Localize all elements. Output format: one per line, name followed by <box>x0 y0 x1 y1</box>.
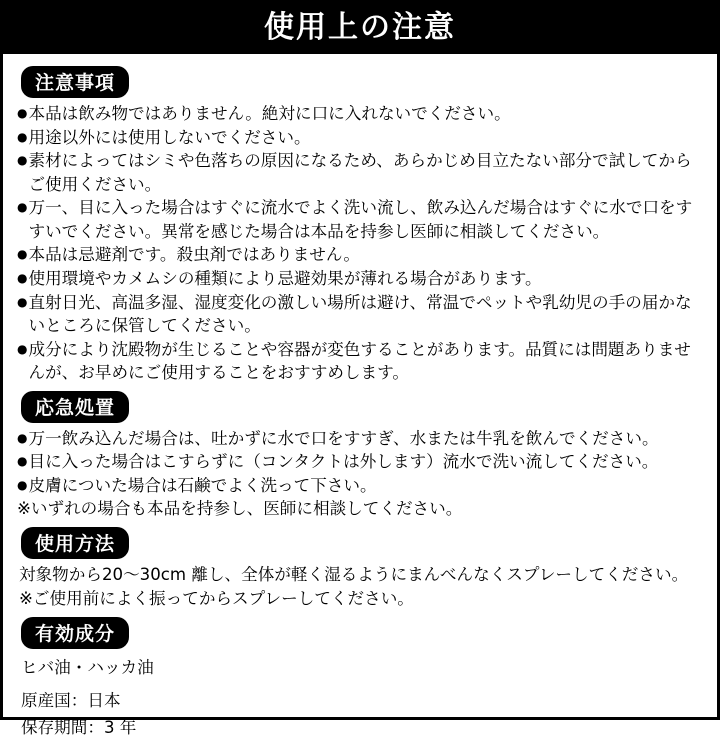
section-usage <box>17 523 703 611</box>
precautions-list <box>17 102 703 385</box>
list-item-text: 素材によってはシミや色落ちの原因になるため、あらかじめ目立たない部分で試してからご使用ください。 <box>28 151 692 194</box>
bullet-icon: ● <box>17 294 28 309</box>
section-heading-precautions: 注意事項 <box>21 66 129 98</box>
usage-note: ※ご使用前によく振ってからスプレーしてください。 <box>19 589 414 609</box>
list-item <box>17 291 703 338</box>
list-item <box>17 450 703 474</box>
list-item-text: 本品は飲み物ではありません。絶対に口に入れないでください。 <box>28 104 511 123</box>
section-first-aid <box>17 387 703 521</box>
list-item <box>17 196 703 243</box>
bullet-icon: ● <box>17 200 28 215</box>
section-active-ingredients <box>17 613 703 681</box>
usage-text: 対象物から20〜30cm 離し、全体が軽く湿るようにまんべんなくスプレーしてください。 <box>19 565 689 584</box>
bullet-icon: ● <box>17 430 28 445</box>
active-ingredients-text: ヒバ油・ハッカ油 <box>21 658 154 678</box>
bullet-icon: ● <box>17 247 28 262</box>
section-precautions <box>17 62 703 385</box>
list-item <box>17 149 703 196</box>
bullet-icon: ● <box>17 477 28 492</box>
list-item <box>17 243 703 267</box>
list-item-text: 用途以外には使用しないでください。 <box>28 127 311 147</box>
list-item-text: 目に入った場合はこすらずに（コンタクトは外します）流水で洗い流してください。 <box>28 452 659 472</box>
shelf-life: 保存期間：3 年 <box>21 717 137 737</box>
list-item-text: 本品は忌避剤です。殺虫剤ではありません。 <box>28 245 361 265</box>
origin-country: 原産国：日本 <box>21 690 121 710</box>
list-item-text: 皮膚についた場合は石鹸でよく洗って下さい。 <box>28 475 377 495</box>
bullet-icon: ● <box>17 153 28 168</box>
list-item <box>17 427 703 451</box>
section-heading-first-aid: 応急処置 <box>21 391 129 423</box>
bullet-icon: ● <box>17 129 28 144</box>
bullet-icon: ● <box>17 341 28 356</box>
list-item <box>17 267 703 291</box>
list-item-text: 直射日光、高温多湿、湿度変化の激しい場所は避け、常温でペットや乳幼児の手の届かないところに保管してください。 <box>28 292 692 336</box>
list-item-text: 万一、目に入った場合はすぐに流水でよく洗い流し、飲み込んだ場合はすぐに水で口をすすいでください。異常を感じた場合は本品を持参し医師に相談してください。 <box>28 198 693 241</box>
bullet-icon: ● <box>17 106 28 120</box>
page-title: 使用上の注意 <box>3 3 717 54</box>
list-item <box>17 474 703 498</box>
bullet-icon: ● <box>17 454 28 469</box>
list-item <box>17 102 703 126</box>
list-item-text: 使用環境やカメムシの種類により忌避効果が薄れる場合があります。 <box>28 268 542 288</box>
label-content <box>3 54 717 741</box>
list-item <box>17 126 703 150</box>
list-item-text: 万一飲み込んだ場合は、吐かずに水で口をすすぎ、水または牛乳を飲んでください。 <box>28 428 659 448</box>
list-item <box>17 497 703 521</box>
section-heading-active-ingredients: 有効成分 <box>21 617 129 649</box>
first-aid-list <box>17 427 703 521</box>
bullet-icon: ● <box>17 270 28 285</box>
usage-body <box>17 563 703 611</box>
list-item-note: ※いずれの場合も本品を持参し、医師に相談してください。 <box>17 499 463 519</box>
section-heading-usage: 使用方法 <box>21 527 129 559</box>
list-item <box>17 338 703 385</box>
list-item-text: 成分により沈殿物が生じることや容器が変色することがあります。品質には問題ありませんが、お早めにご使用することをおすすめします。 <box>28 339 691 383</box>
